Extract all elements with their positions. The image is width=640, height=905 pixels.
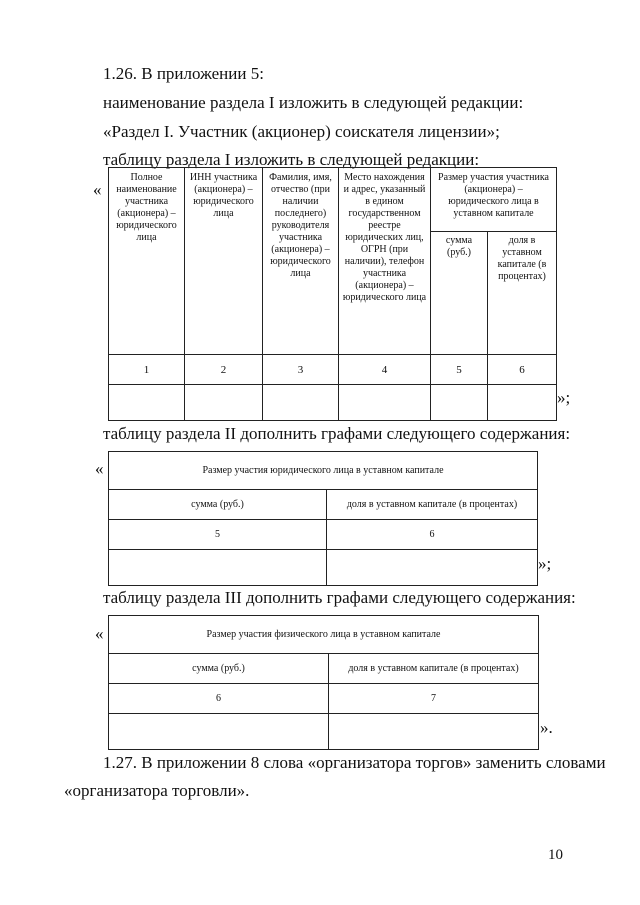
table-number-cell: 5 — [109, 520, 327, 550]
paragraph-item-1-27-cont: «организатора торговли». — [64, 781, 250, 800]
paragraph-table1-intro: таблицу раздела I изложить в следующей редакции: — [103, 150, 480, 169]
paragraph-section-title: «Раздел I. Участник (акционер) соискателя лицензии»; — [103, 122, 500, 141]
page-number: 10 — [548, 847, 563, 863]
table-header-sum: сумма (руб.) — [109, 654, 329, 684]
table-header-address: Место нахождения и адрес, указанный в едином государственном реестре юридических лиц, ОГРН (при наличии), телефон участника (акционера) – юридического лица — [339, 168, 431, 355]
table-empty-cell — [339, 385, 431, 421]
table-header-inn: ИНН участника (акционера) – юридического лица — [185, 168, 263, 355]
table-header-share: доля в уставном капитале (в процентах) — [488, 232, 557, 355]
table-number-cell: 2 — [185, 355, 263, 385]
table-empty-cell — [109, 550, 327, 586]
table-number-cell: 6 — [109, 684, 329, 714]
table-number-cell: 4 — [339, 355, 431, 385]
table-header-participation-individual: Размер участия физического лица в уставном капитале — [109, 616, 539, 654]
table-header-participation-legal: Размер участия юридического лица в уставном капитале — [109, 452, 538, 490]
table-empty-cell — [109, 714, 329, 750]
quote-open-1: « — [93, 180, 102, 199]
table-number-cell: 3 — [263, 355, 339, 385]
table-header-participation-size: Размер участия участника (акционера) – юридического лица в уставном капитале — [431, 168, 557, 232]
quote-close-2: »; — [538, 554, 552, 573]
quote-close-3: ». — [540, 718, 553, 737]
table-header-director: Фамилия, имя, отчество (при наличии последнего) руководителя участника (акционера) – юридического лица — [263, 168, 339, 355]
quote-close-1: »; — [557, 388, 571, 407]
quote-open-2: « — [95, 459, 104, 478]
table-empty-cell — [185, 385, 263, 421]
paragraph-item-1-26: 1.26. В приложении 5: — [103, 64, 264, 83]
table-header-share: доля в уставном капитале (в процентах) — [329, 654, 539, 684]
table-number-cell: 5 — [431, 355, 488, 385]
table-section-3 — [108, 615, 539, 750]
paragraph-item-1-27: 1.27. В приложении 8 слова «организатора торгов» заменить словами — [103, 753, 606, 772]
table-number-cell: 7 — [329, 684, 539, 714]
table-header-share: доля в уставном капитале (в процентах) — [327, 490, 538, 520]
table-header-full-name: Полное наименование участника (акционера) – юридического лица — [109, 168, 185, 355]
table-empty-cell — [488, 385, 557, 421]
table-empty-cell — [327, 550, 538, 586]
paragraph-table2-intro: таблицу раздела II дополнить графами следующего содержания: — [103, 424, 571, 443]
quote-open-3: « — [95, 624, 104, 643]
table-number-cell: 6 — [488, 355, 557, 385]
table-header-sum: сумма (руб.) — [431, 232, 488, 355]
table-empty-cell — [431, 385, 488, 421]
paragraph-section-name: наименование раздела I изложить в следующей редакции: — [103, 93, 524, 112]
table-number-cell: 1 — [109, 355, 185, 385]
table-empty-cell — [263, 385, 339, 421]
table-number-cell: 6 — [327, 520, 538, 550]
table-empty-cell — [329, 714, 539, 750]
table-empty-cell — [109, 385, 185, 421]
paragraph-table3-intro: таблицу раздела III дополнить графами следующего содержания: — [103, 588, 576, 607]
table-section-2 — [108, 451, 538, 586]
table-header-sum: сумма (руб.) — [109, 490, 327, 520]
table-section-1 — [108, 167, 557, 421]
